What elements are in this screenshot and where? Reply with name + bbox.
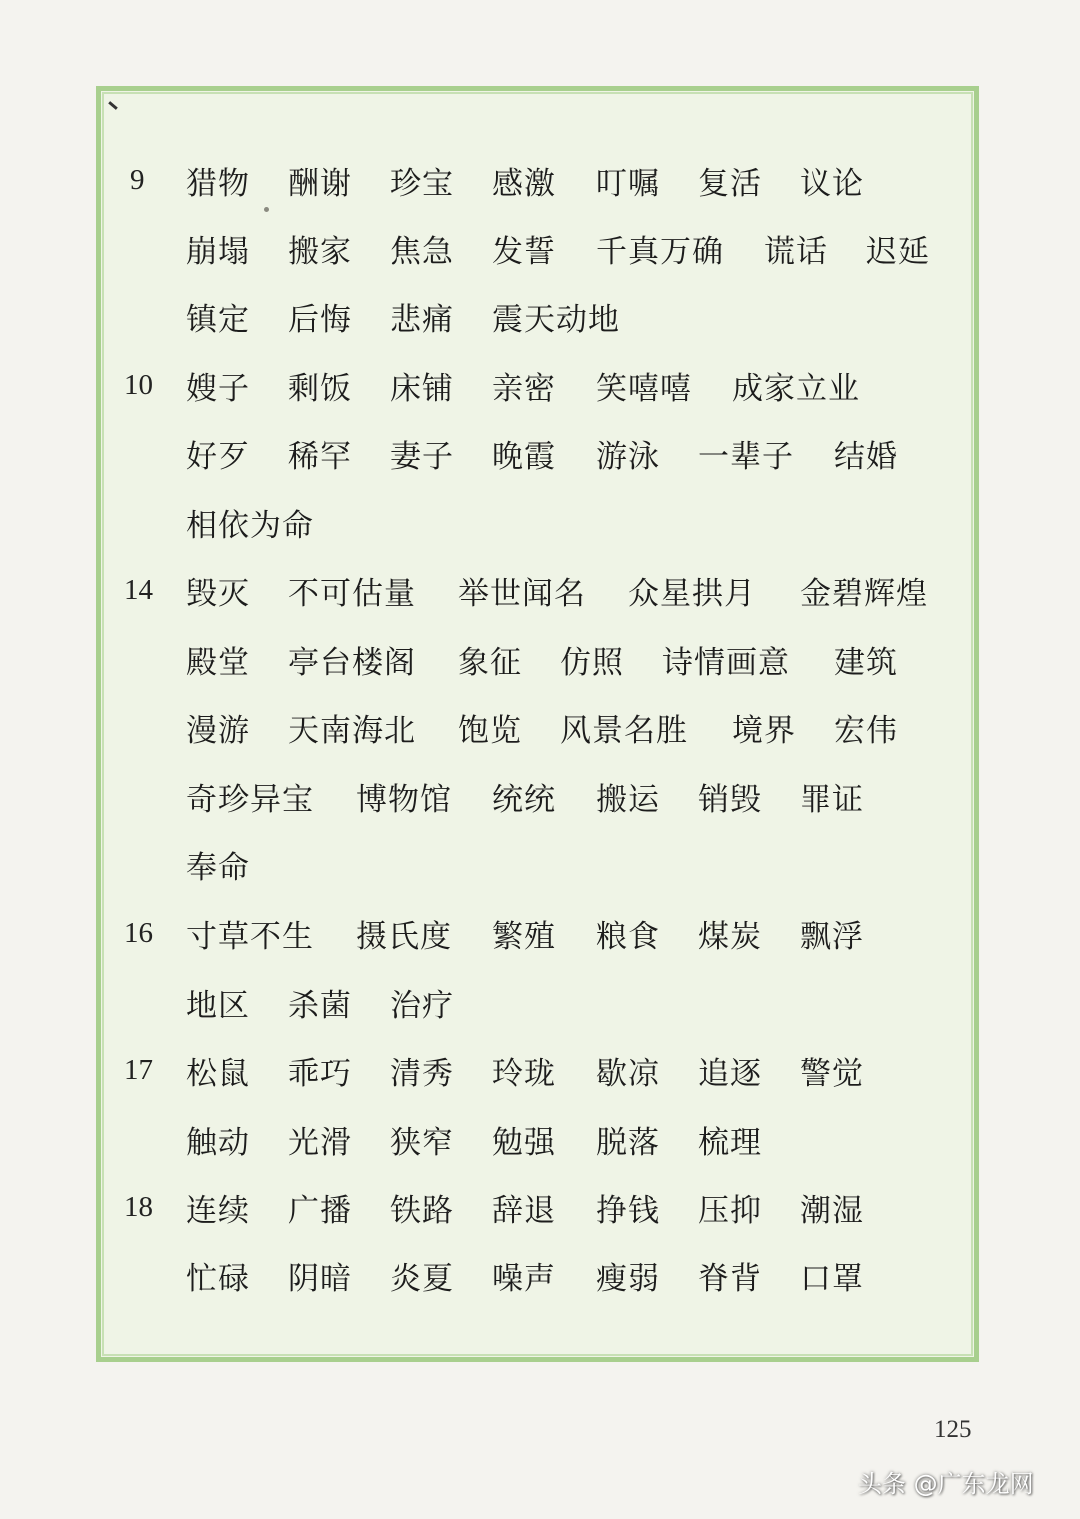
lesson-18-line-1 bbox=[0, 1185, 1000, 1233]
vocab-word: 搬运 bbox=[596, 782, 660, 818]
vocab-word: 销毁 bbox=[698, 782, 762, 818]
vocab-word: 风景名胜 bbox=[560, 713, 688, 749]
vocab-word: 玲珑 bbox=[492, 1056, 556, 1092]
vocab-word: 广播 bbox=[288, 1193, 352, 1229]
vocab-word: 口罩 bbox=[800, 1261, 864, 1297]
lesson-14-line-5 bbox=[0, 842, 1000, 890]
vocab-word: 殿堂 bbox=[186, 645, 250, 681]
vocab-word: 镇定 bbox=[186, 302, 250, 338]
vocab-word: 炎夏 bbox=[390, 1261, 454, 1297]
vocab-word: 结婚 bbox=[834, 439, 898, 475]
vocab-word: 千真万确 bbox=[596, 234, 724, 270]
vocab-word: 一辈子 bbox=[698, 439, 794, 475]
vocab-word: 众星拱月 bbox=[628, 576, 756, 612]
vocab-word: 梳理 bbox=[698, 1125, 762, 1161]
vocab-word: 复活 bbox=[698, 166, 762, 202]
vocab-word: 寸草不生 bbox=[186, 919, 314, 955]
lesson-14-line-3 bbox=[0, 705, 1000, 753]
vocab-word: 阴暗 bbox=[288, 1261, 352, 1297]
vocab-word: 嫂子 bbox=[186, 371, 250, 407]
vocab-word: 床铺 bbox=[390, 371, 454, 407]
vocab-word: 潮湿 bbox=[800, 1193, 864, 1229]
vocab-word: 罪证 bbox=[800, 782, 864, 818]
vocab-word: 饱览 bbox=[458, 713, 522, 749]
vocab-word: 漫游 bbox=[186, 713, 250, 749]
vocab-word: 杀菌 bbox=[288, 988, 352, 1024]
vocab-word: 飘浮 bbox=[800, 919, 864, 955]
vocab-word: 狭窄 bbox=[390, 1125, 454, 1161]
vocab-word: 瘦弱 bbox=[596, 1261, 660, 1297]
lesson-number: 14 bbox=[124, 574, 153, 606]
lesson-14-line-4 bbox=[0, 774, 1000, 822]
vocab-word: 脱落 bbox=[596, 1125, 660, 1161]
lesson-16-line-2 bbox=[0, 980, 1000, 1028]
vocab-word: 粮食 bbox=[596, 919, 660, 955]
vocab-word: 亭台楼阁 bbox=[288, 645, 416, 681]
lesson-14-line-2 bbox=[0, 637, 1000, 685]
vocab-word: 后悔 bbox=[288, 302, 352, 338]
vocab-word: 建筑 bbox=[834, 645, 898, 681]
vocab-word: 搬家 bbox=[288, 234, 352, 270]
vocab-word: 挣钱 bbox=[596, 1193, 660, 1229]
lesson-17-line-1 bbox=[0, 1048, 1000, 1096]
vocab-word: 歇凉 bbox=[596, 1056, 660, 1092]
vocab-word: 脊背 bbox=[698, 1261, 762, 1297]
vocab-word: 震天动地 bbox=[492, 302, 620, 338]
vocab-word: 笑嘻嘻 bbox=[596, 371, 692, 407]
vocab-word: 不可估量 bbox=[288, 576, 416, 612]
lesson-16-line-1 bbox=[0, 911, 1000, 959]
lesson-number: 10 bbox=[124, 369, 153, 401]
vocab-word: 举世闻名 bbox=[458, 576, 586, 612]
lesson-10-line-3 bbox=[0, 500, 1000, 548]
print-speck bbox=[264, 207, 269, 212]
watermark: 头条 @广东龙网 bbox=[858, 1470, 1034, 1498]
vocab-word: 宏伟 bbox=[834, 713, 898, 749]
vocab-word: 摄氏度 bbox=[356, 919, 452, 955]
vocab-word: 亲密 bbox=[492, 371, 556, 407]
vocab-word: 勉强 bbox=[492, 1125, 556, 1161]
lesson-9-line-2 bbox=[0, 226, 1000, 274]
vocab-word: 游泳 bbox=[596, 439, 660, 475]
vocab-word: 悲痛 bbox=[390, 302, 454, 338]
vocab-word: 奇珍异宝 bbox=[186, 782, 314, 818]
vocab-word: 猎物 bbox=[186, 166, 250, 202]
vocab-word: 奉命 bbox=[186, 850, 250, 886]
lesson-9-line-3 bbox=[0, 294, 1000, 342]
vocab-word: 好歹 bbox=[186, 439, 250, 475]
vocab-word: 剩饭 bbox=[288, 371, 352, 407]
page-number: 125 bbox=[934, 1416, 972, 1443]
vocab-word: 迟延 bbox=[866, 234, 930, 270]
vocab-word: 忙碌 bbox=[186, 1261, 250, 1297]
vocab-word: 煤炭 bbox=[698, 919, 762, 955]
vocab-word: 毁灭 bbox=[186, 576, 250, 612]
vocab-word: 警觉 bbox=[800, 1056, 864, 1092]
vocab-word: 连续 bbox=[186, 1193, 250, 1229]
vocab-word: 压抑 bbox=[698, 1193, 762, 1229]
lesson-14-line-1 bbox=[0, 568, 1000, 616]
vocab-word: 铁路 bbox=[390, 1193, 454, 1229]
lesson-10-line-1 bbox=[0, 363, 1000, 411]
vocab-word: 仿照 bbox=[560, 645, 624, 681]
vocab-word: 感激 bbox=[492, 166, 556, 202]
vocab-word: 谎话 bbox=[764, 234, 828, 270]
vocab-word: 噪声 bbox=[492, 1261, 556, 1297]
vocab-word: 相依为命 bbox=[186, 508, 314, 544]
lesson-number: 18 bbox=[124, 1191, 153, 1223]
vocab-word: 妻子 bbox=[390, 439, 454, 475]
vocab-word: 成家立业 bbox=[732, 371, 860, 407]
vocab-word: 乖巧 bbox=[288, 1056, 352, 1092]
vocab-word: 辞退 bbox=[492, 1193, 556, 1229]
vocab-word: 珍宝 bbox=[390, 166, 454, 202]
vocab-word: 金碧辉煌 bbox=[800, 576, 928, 612]
vocab-word: 清秀 bbox=[390, 1056, 454, 1092]
lesson-number: 9 bbox=[130, 164, 145, 196]
vocab-word: 叮嘱 bbox=[596, 166, 660, 202]
lesson-number: 16 bbox=[124, 917, 153, 949]
vocab-word: 诗情画意 bbox=[662, 645, 790, 681]
vocab-word: 追逐 bbox=[698, 1056, 762, 1092]
lesson-18-line-2 bbox=[0, 1253, 1000, 1301]
vocab-word: 治疗 bbox=[390, 988, 454, 1024]
vocab-word: 统统 bbox=[492, 782, 556, 818]
vocab-word: 境界 bbox=[732, 713, 796, 749]
vocab-word: 稀罕 bbox=[288, 439, 352, 475]
lesson-9-line-1 bbox=[0, 158, 1000, 206]
vocab-word: 繁殖 bbox=[492, 919, 556, 955]
vocab-word: 象征 bbox=[458, 645, 522, 681]
lesson-number: 17 bbox=[124, 1054, 153, 1086]
vocab-word: 松鼠 bbox=[186, 1056, 250, 1092]
vocab-word: 发誓 bbox=[492, 234, 556, 270]
vocab-word: 触动 bbox=[186, 1125, 250, 1161]
vocab-word: 博物馆 bbox=[356, 782, 452, 818]
vocab-word: 光滑 bbox=[288, 1125, 352, 1161]
vocab-word: 酬谢 bbox=[288, 166, 352, 202]
vocab-word: 晚霞 bbox=[492, 439, 556, 475]
vocab-word: 崩塌 bbox=[186, 234, 250, 270]
vocab-word: 地区 bbox=[186, 988, 250, 1024]
lesson-10-line-2 bbox=[0, 431, 1000, 479]
vocab-word: 天南海北 bbox=[288, 713, 416, 749]
lesson-17-line-2 bbox=[0, 1117, 1000, 1165]
vocab-word: 议论 bbox=[800, 166, 864, 202]
vocab-word: 焦急 bbox=[390, 234, 454, 270]
